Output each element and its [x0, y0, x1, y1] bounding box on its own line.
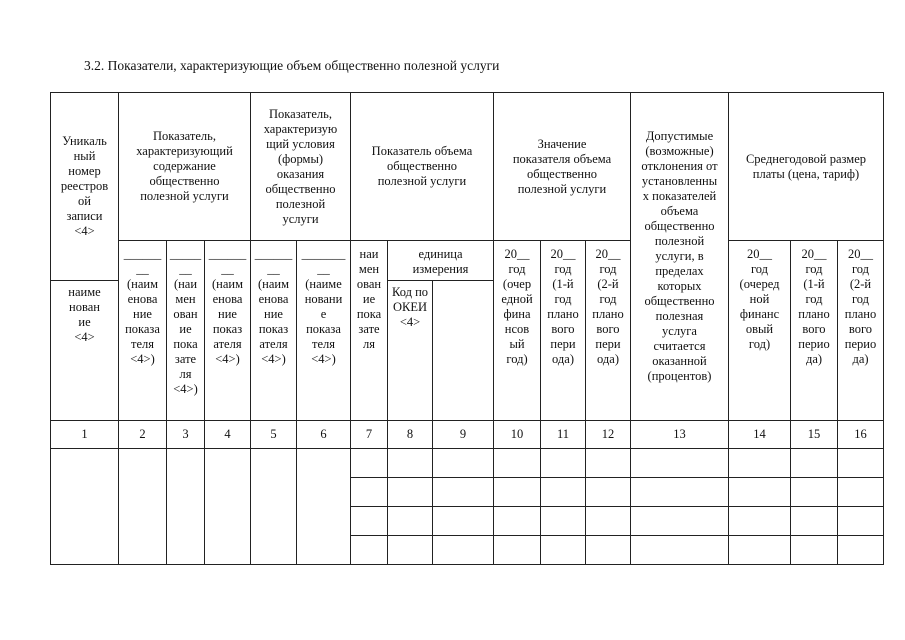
header-value-year-1: 20__ год (1-й год плано вого пери ода)	[541, 241, 586, 421]
table-cell	[729, 536, 791, 565]
table-cell	[791, 536, 838, 565]
column-number: 4	[205, 421, 251, 449]
table-cell	[433, 478, 494, 507]
table-cell	[541, 536, 586, 565]
table-cell	[433, 449, 494, 478]
table-cell	[586, 536, 631, 565]
table-cell	[494, 536, 541, 565]
table-cell	[119, 449, 167, 565]
table-cell	[838, 507, 884, 536]
header-volume-value: Значение показателя объема общественно полезной услуги	[494, 93, 631, 241]
section-title: 3.2. Показатели, характеризующие объем общественно полезной услуги	[84, 58, 500, 73]
column-number: 7	[351, 421, 388, 449]
table-cell	[251, 449, 297, 565]
table-cell	[388, 507, 433, 536]
table-cell	[494, 507, 541, 536]
column-number: 1	[51, 421, 119, 449]
table-cell	[586, 507, 631, 536]
header-indicator-name: наи мен ован ие пока зате ля	[351, 241, 388, 421]
header-value-year-0: 20__ год (очер едной фина нсов ый год)	[494, 241, 541, 421]
table-cell	[297, 449, 351, 565]
table-cell	[388, 536, 433, 565]
column-number: 8	[388, 421, 433, 449]
header-conditions-indicator: Показатель, характеризую щий условия (формы) оказания общественно полезной услуги	[251, 93, 351, 241]
table-cell	[631, 478, 729, 507]
column-number: 13	[631, 421, 729, 449]
table-cell	[388, 449, 433, 478]
header-sub-name-c: ______ __ (наим енова ние показ ателя <4>)	[205, 241, 251, 421]
table-cell	[351, 449, 388, 478]
column-number: 10	[494, 421, 541, 449]
column-number: 12	[586, 421, 631, 449]
column-number: 11	[541, 421, 586, 449]
table-cell	[351, 536, 388, 565]
table-cell	[205, 449, 251, 565]
table-cell	[791, 478, 838, 507]
column-number: 5	[251, 421, 297, 449]
header-okei-code: Код по ОКЕИ <4>	[388, 281, 433, 421]
header-average-fee: Среднегодовой размер платы (цена, тариф)	[729, 93, 884, 241]
table-cell	[541, 449, 586, 478]
table-cell	[541, 478, 586, 507]
column-number: 6	[297, 421, 351, 449]
table-cell	[729, 507, 791, 536]
header-unique-number: Уникаль ный номер реестров ой записи <4>	[51, 93, 119, 281]
header-fee-year-1: 20__ год (1-й год плано вого перио да)	[791, 241, 838, 421]
table-cell	[586, 449, 631, 478]
header-fee-year-2: 20__ год (2-й год плано вого перио да)	[838, 241, 884, 421]
table-cell	[791, 507, 838, 536]
header-sub-name-a: ______ __ (наим енова ние показа теля <4>)	[119, 241, 167, 421]
column-number: 16	[838, 421, 884, 449]
indicator-table	[50, 92, 884, 565]
column-number: 14	[729, 421, 791, 449]
header-unit-name: наиме нован ие <4>	[51, 281, 119, 421]
column-number: 3	[167, 421, 205, 449]
table-cell	[494, 449, 541, 478]
header-sub-name-b: _____ __ (наи мен ован ие пока зате ля <4>)	[167, 241, 205, 421]
table-cell	[586, 478, 631, 507]
table-cell	[388, 478, 433, 507]
table-cell	[433, 536, 494, 565]
header-volume-indicator: Показатель объема общественно полезной услуги	[351, 93, 494, 241]
column-number: 15	[791, 421, 838, 449]
header-sub-name-d: ______ __ (наим енова ние показ ателя <4>)	[251, 241, 297, 421]
table-cell	[838, 449, 884, 478]
header-deviations: Допустимые (возможные) отклонения от установленны х показателей объема общественно полезной услуги, в пределах которых общественно полезная услуга считается оказанной (процентов)	[631, 93, 729, 421]
header-unit: единица измерения	[388, 241, 494, 281]
table-cell	[729, 449, 791, 478]
column-number: 2	[119, 421, 167, 449]
table-cell	[791, 449, 838, 478]
table-cell	[631, 536, 729, 565]
table-cell	[838, 536, 884, 565]
table-cell	[51, 449, 119, 565]
table-cell	[631, 507, 729, 536]
table-cell	[631, 449, 729, 478]
table-cell	[351, 478, 388, 507]
table-cell	[351, 507, 388, 536]
header-value-year-2: 20__ год (2-й год плано вого пери ода)	[586, 241, 631, 421]
table-row	[51, 449, 884, 478]
table-cell	[433, 507, 494, 536]
table-cell	[729, 478, 791, 507]
table-cell	[167, 449, 205, 565]
header-fee-year-0: 20__ год (очеред ной финанс овый год)	[729, 241, 791, 421]
table-cell	[494, 478, 541, 507]
header-content-indicator: Показатель, характеризующий содержание общественно полезной услуги	[119, 93, 251, 241]
column-number: 9	[433, 421, 494, 449]
table-cell	[838, 478, 884, 507]
header-sub-name-e: _______ __ (наиме новани е показа теля <4>)	[297, 241, 351, 421]
table-cell	[541, 507, 586, 536]
